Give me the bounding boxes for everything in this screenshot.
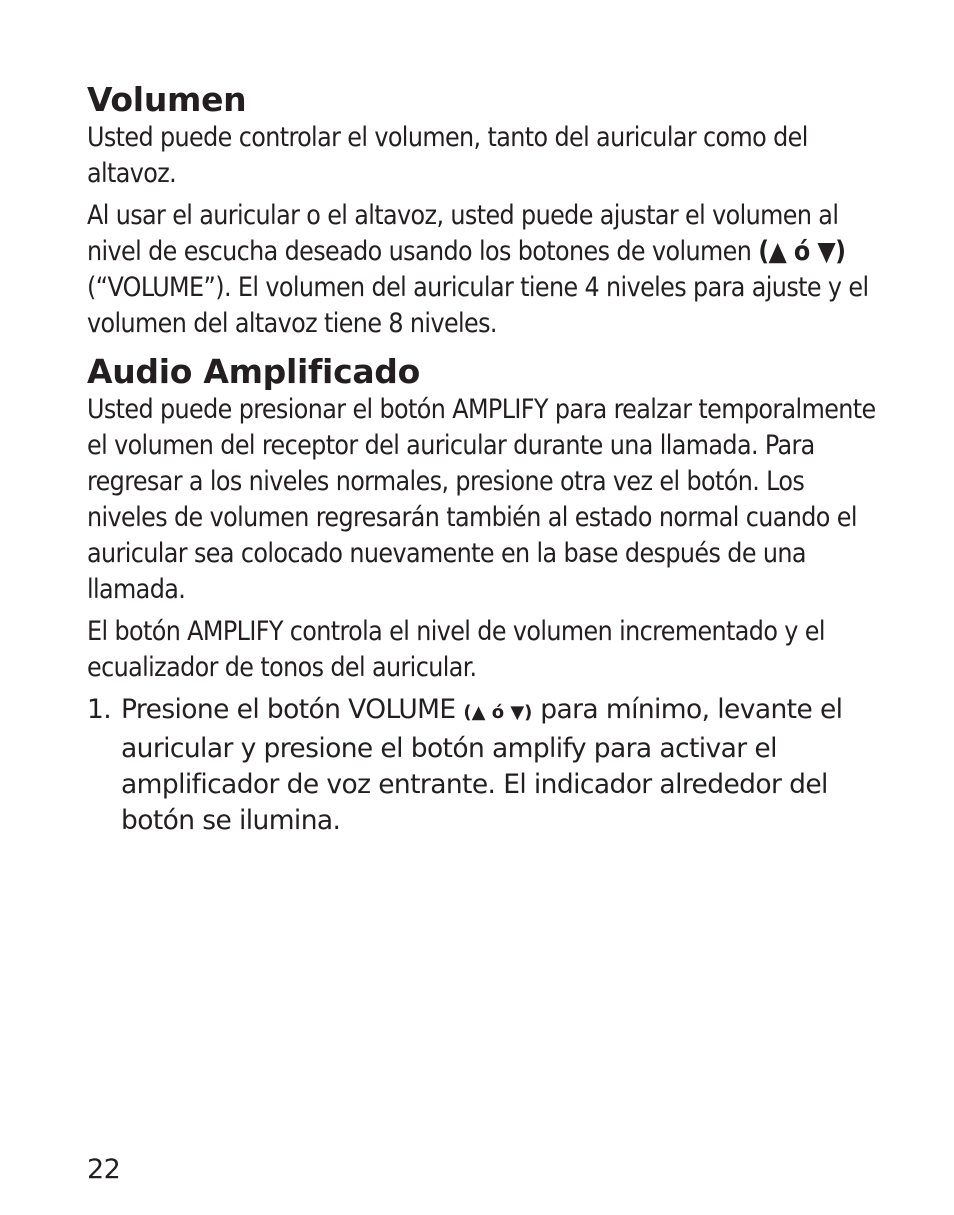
list-item [87,692,887,839]
section-heading-volumen: Volumen [87,80,247,119]
volume-up-down-symbols: (▲ ó ▼) [758,236,846,267]
volumen-intro-paragraph: Usted puede controlar el volumen, tanto del auricular como del altavoz. [87,122,808,189]
list-item-number: 1. [87,694,112,725]
list-item-text [121,692,887,839]
volume-up-down-symbols-small: (▲ ó ▼) [463,702,533,723]
volumen-adjust-text-a: Al usar el auricular o el altavoz, usted puede ajustar el volumen al nivel de escucha deseado usando los botones de volumen [87,200,839,267]
page-number: 22 [87,1154,121,1185]
amplify-control-paragraph: El botón AMPLIFY controla el nivel de volumen incrementado y el ecualizador de tonos del auricular. [87,616,825,683]
amplify-intro-paragraph: Usted puede presionar el botón AMPLIFY para realzar temporalmente el volumen del receptor del auricular durante una llamada. Para regresar a los niveles normales, presione otra vez el botón. Los niveles de volumen regresarán también al estado normal cuando el auricular sea colocado nuevamente en la base después de una llamada. [87,394,876,605]
volumen-adjust-text-b: (“VOLUME”). El volumen del auricular tiene 4 niveles para ajuste y el volumen del altavoz tiene 8 niveles. [87,272,869,339]
section-heading-audio-amplificado: Audio Amplificado [87,352,420,391]
page-content [87,80,887,839]
volumen-adjust-paragraph [87,198,887,342]
list-item-text-a: Presione el botón VOLUME [121,694,464,725]
list-item-text-b: para mínimo, levante el auricular y presione el botón amplify para activar el amplificador de voz entrante. El indicador alrededor del botón se ilumina. [121,694,843,836]
